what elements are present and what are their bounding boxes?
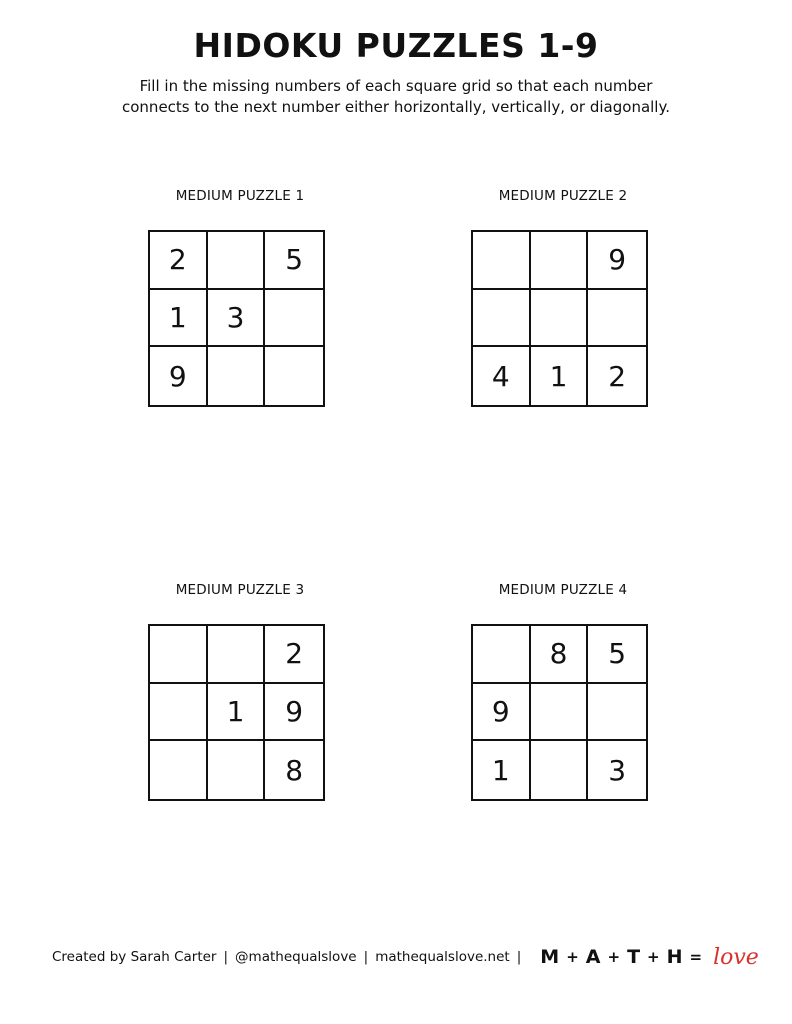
brand-love-script: love	[713, 944, 759, 970]
grid-cell[interactable]	[208, 741, 266, 799]
grid-cell[interactable]: 8	[285, 753, 304, 787]
puzzle-grid	[148, 230, 325, 407]
puzzle-label: MEDIUM PUZZLE 4	[498, 582, 628, 598]
puzzle-grid	[148, 624, 325, 801]
grid-cell[interactable]: 3	[208, 290, 266, 348]
grid-cell[interactable]: 9	[265, 684, 323, 742]
grid-cell[interactable]: 1	[150, 290, 208, 348]
footer-website-link[interactable]: mathequalslove.net	[375, 949, 510, 965]
brand-letter: A	[585, 946, 602, 968]
grid-cell[interactable]: 2	[265, 626, 323, 684]
grid-cell[interactable]	[531, 741, 589, 799]
grid-cell[interactable]	[150, 741, 208, 799]
grid-cell[interactable]: 5	[588, 626, 646, 684]
puzzle-4	[443, 580, 683, 787]
grid-cell[interactable]: 9	[150, 347, 208, 405]
brand-equals: =	[689, 948, 704, 966]
grid-cell[interactable]	[531, 290, 589, 348]
puzzle-grid	[471, 624, 648, 801]
footer-separator: |	[363, 949, 369, 965]
grid-cell[interactable]	[208, 347, 266, 405]
grid-cell[interactable]	[265, 290, 323, 348]
puzzle-2	[443, 186, 683, 393]
grid-cell[interactable]: 9	[588, 232, 646, 290]
grid-cell[interactable]: 3	[608, 753, 627, 787]
grid-cell[interactable]: 8	[531, 626, 589, 684]
puzzle-label: MEDIUM PUZZLE 1	[175, 188, 305, 204]
grid-cell[interactable]	[208, 232, 266, 290]
grid-cell[interactable]	[473, 232, 531, 290]
footer-separator: |	[223, 949, 229, 965]
brand-plus: +	[647, 948, 661, 966]
page-title: HIDOKU PUZZLES 1-9	[193, 26, 599, 65]
grid-cell[interactable]	[588, 684, 646, 742]
brand-logo	[538, 945, 759, 970]
puzzle-label: MEDIUM PUZZLE 2	[498, 188, 628, 204]
instructions-line-2: connects to the next number either horizontally, vertically, or diagonally.	[122, 98, 670, 116]
footer-credit: Created by Sarah Carter	[52, 949, 217, 965]
grid-cell[interactable]	[531, 232, 589, 290]
grid-cell[interactable]	[208, 626, 266, 684]
puzzle-3	[120, 580, 360, 787]
puzzle-label: MEDIUM PUZZLE 3	[175, 582, 305, 598]
grid-cell[interactable]: 1	[208, 684, 266, 742]
grid-cell[interactable]	[150, 684, 208, 742]
footer	[52, 944, 759, 970]
grid-cell[interactable]	[531, 684, 589, 742]
instructions-line-1: Fill in the missing numbers of each square grid so that each number	[139, 77, 653, 95]
puzzle-1	[120, 186, 360, 393]
brand-letter: M	[540, 946, 561, 968]
instructions	[96, 76, 696, 118]
puzzle-grid	[471, 230, 648, 407]
grid-cell[interactable]	[588, 290, 646, 348]
grid-cell[interactable]: 2	[608, 359, 627, 393]
grid-cell[interactable]	[265, 347, 323, 405]
grid-cell[interactable]	[473, 290, 531, 348]
grid-cell[interactable]	[150, 626, 208, 684]
grid-cell[interactable]: 1	[531, 347, 589, 405]
brand-plus: +	[607, 948, 622, 966]
grid-cell[interactable]: 2	[150, 232, 208, 290]
grid-cell[interactable]: 1	[473, 741, 531, 799]
grid-cell[interactable]: 4	[473, 347, 531, 405]
brand-letter: H	[666, 946, 684, 968]
grid-cell[interactable]: 9	[473, 684, 531, 742]
footer-handle: @mathequalslove	[235, 949, 357, 965]
grid-cell[interactable]: 5	[265, 232, 323, 290]
brand-letter: T	[627, 946, 642, 968]
footer-separator: |	[516, 949, 522, 965]
grid-cell[interactable]	[473, 626, 531, 684]
brand-plus: +	[566, 948, 580, 966]
